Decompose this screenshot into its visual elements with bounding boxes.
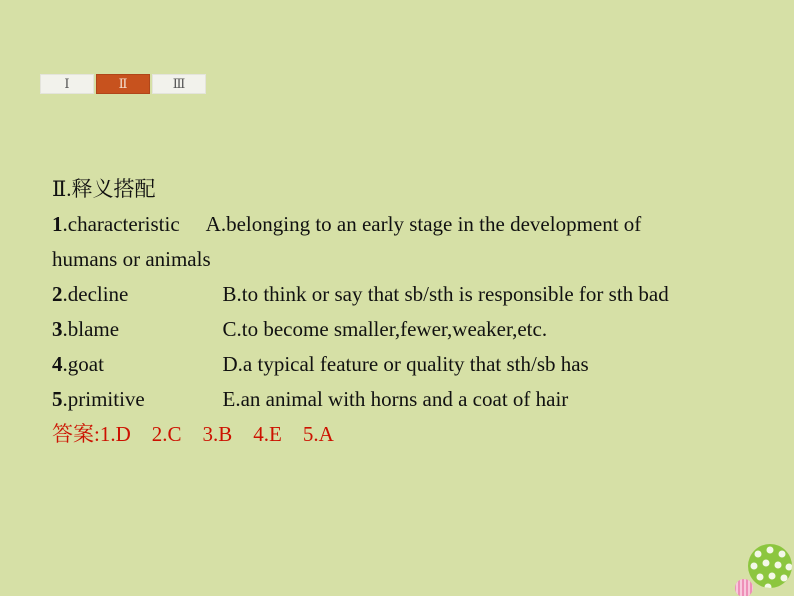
item-word: .blame (62, 317, 120, 341)
item-definition: E.an animal with horns and a coat of hair (222, 387, 569, 411)
tab-2[interactable]: Ⅱ (96, 74, 150, 94)
item-number: 5 (52, 387, 63, 411)
item-number: 1 (52, 212, 63, 236)
item-5 (52, 382, 752, 417)
item-3 (52, 312, 752, 347)
tab-1[interactable]: Ⅰ (40, 74, 94, 94)
item-1 (52, 207, 752, 242)
item-definition: C.to become smaller,fewer,weaker,etc. (222, 317, 548, 341)
exercise-content (52, 172, 752, 452)
answer-label: 答案: (52, 422, 100, 446)
item-number: 4 (52, 352, 63, 376)
tab-3[interactable]: Ⅲ (152, 74, 206, 94)
item-word: .characteristic (62, 212, 180, 236)
item-word: .primitive (62, 387, 145, 411)
item-number: 3 (52, 317, 63, 341)
item-definition: B.to think or say that sb/sth is responsible for sth bad (222, 282, 669, 306)
item-4 (52, 347, 752, 382)
answer-text: 1.D 2.C 3.B 4.E 5.A (99, 422, 334, 446)
tab-bar (40, 74, 206, 94)
item-1-continued: humans or animals (52, 247, 211, 271)
item-word: .decline (62, 282, 129, 306)
answer-line (52, 417, 752, 452)
polka-dot-balls-decoration (730, 536, 794, 596)
section-title: Ⅱ.释义搭配 (52, 177, 156, 201)
item-definition: A.belonging to an early stage in the development of (205, 212, 642, 236)
item-number: 2 (52, 282, 63, 306)
item-definition: D.a typical feature or quality that sth/sb has (222, 352, 589, 376)
item-word: .goat (62, 352, 104, 376)
item-2 (52, 277, 752, 312)
